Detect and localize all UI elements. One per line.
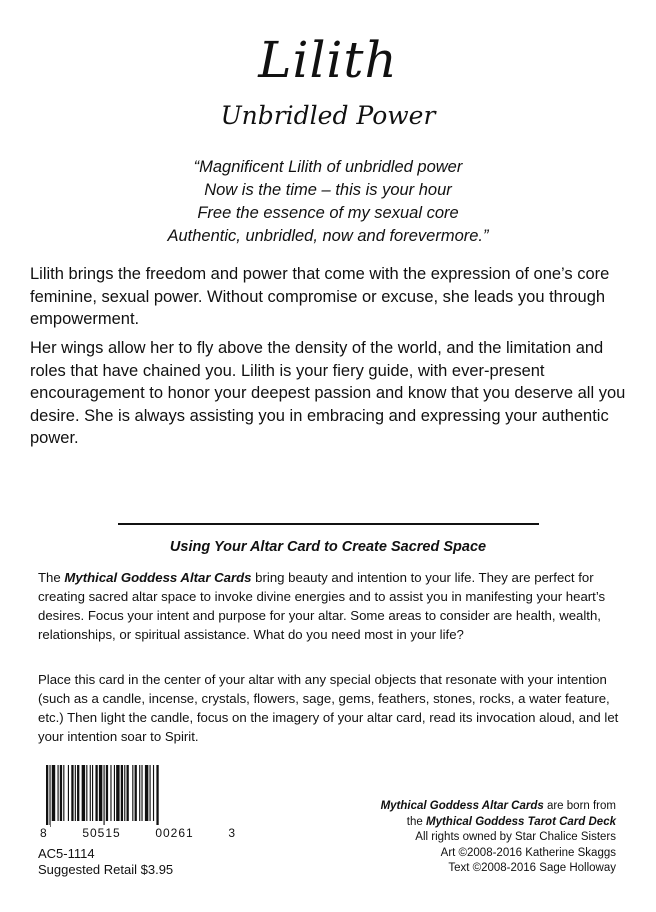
barcode-number (38, 825, 238, 841)
credits-line2-emphasis: Mythical Goddess Tarot Card Deck (425, 815, 616, 828)
description-paragraph-2: Her wings allow her to fly above the density of the world, and the limitation and roles that have chained you. Lilith is your fiery guide, with ever-present encouragement to honor your deepest passion and know that you deserve all you desire. She is always assisting you in embracing and expressing your authentic power. (30, 339, 626, 447)
barcode-digit-group: 3 (228, 826, 236, 840)
altar-section-heading: Using Your Altar Card to Create Sacred Space (169, 539, 487, 555)
altar-paragraph-1 (38, 568, 628, 644)
barcode-digit-group: 8 (40, 826, 48, 840)
suggested-retail: Suggested Retail $3.95 (38, 862, 174, 877)
credits-line (381, 815, 616, 831)
credits-line: Text ©2008-2016 Sage Holloway (448, 862, 616, 874)
credits-line1-rest: are born from (543, 800, 616, 812)
credits-block (381, 799, 616, 877)
card-subtitle: Unbridled Power (220, 101, 436, 130)
product-code: AC5-1114 (38, 846, 95, 861)
invocation-line: “Magnificent Lilith of unbridled power (193, 158, 463, 176)
invocation-line: Free the essence of my sexual core (197, 204, 459, 222)
section-divider (118, 523, 539, 525)
barcode-digit-group: 50515 (82, 826, 121, 840)
credits-line2-lead: the (406, 815, 426, 828)
invocation-line: Authentic, unbridled, now and forevermore.” (167, 227, 489, 245)
invocation (0, 156, 656, 248)
invocation-line: Now is the time – this is your hour (204, 181, 452, 199)
credits-line: All rights owned by Star Chalice Sisters (415, 831, 616, 843)
credits-line: Art ©2008-2016 Katherine Skaggs (440, 846, 616, 859)
altar-p1-lead: The (38, 570, 65, 585)
altar-paragraph-2: Place this card in the center of your altar with any special objects that resonate with your intention (such as a candle, incense, crystals, flowers, sage, gems, feathers, stones, rocks, a water feature, etc.) Then light the candle, focus on the imagery of your altar card, read its invocation aloud, and let your intention soar to Spirit. (38, 672, 619, 744)
altar-p1-emphasis: Mythical Goddess Altar Cards (64, 570, 252, 585)
credits-line (381, 799, 616, 815)
altar-p1-rest: bring beauty and intention to your life. They are perfect for creating sacred altar space to invoke divine energies and to assist you in manifesting your heart’s desires. Focus your intent and purpose for your altar. Some areas to consider are health, wealth, relationships, or spiritual assistance. What do you need most in your life? (38, 570, 606, 642)
description-paragraph-1: Lilith brings the freedom and power that come with the expression of one’s core feminine, sexual power. Without compromise or excuse, she leads you through empowerment. (30, 265, 610, 328)
barcode-image (38, 765, 238, 827)
card-title: Lilith (258, 31, 398, 89)
credits-line1-emphasis: Mythical Goddess Altar Cards (380, 800, 544, 812)
barcode-digit-group: 00261 (155, 826, 194, 840)
